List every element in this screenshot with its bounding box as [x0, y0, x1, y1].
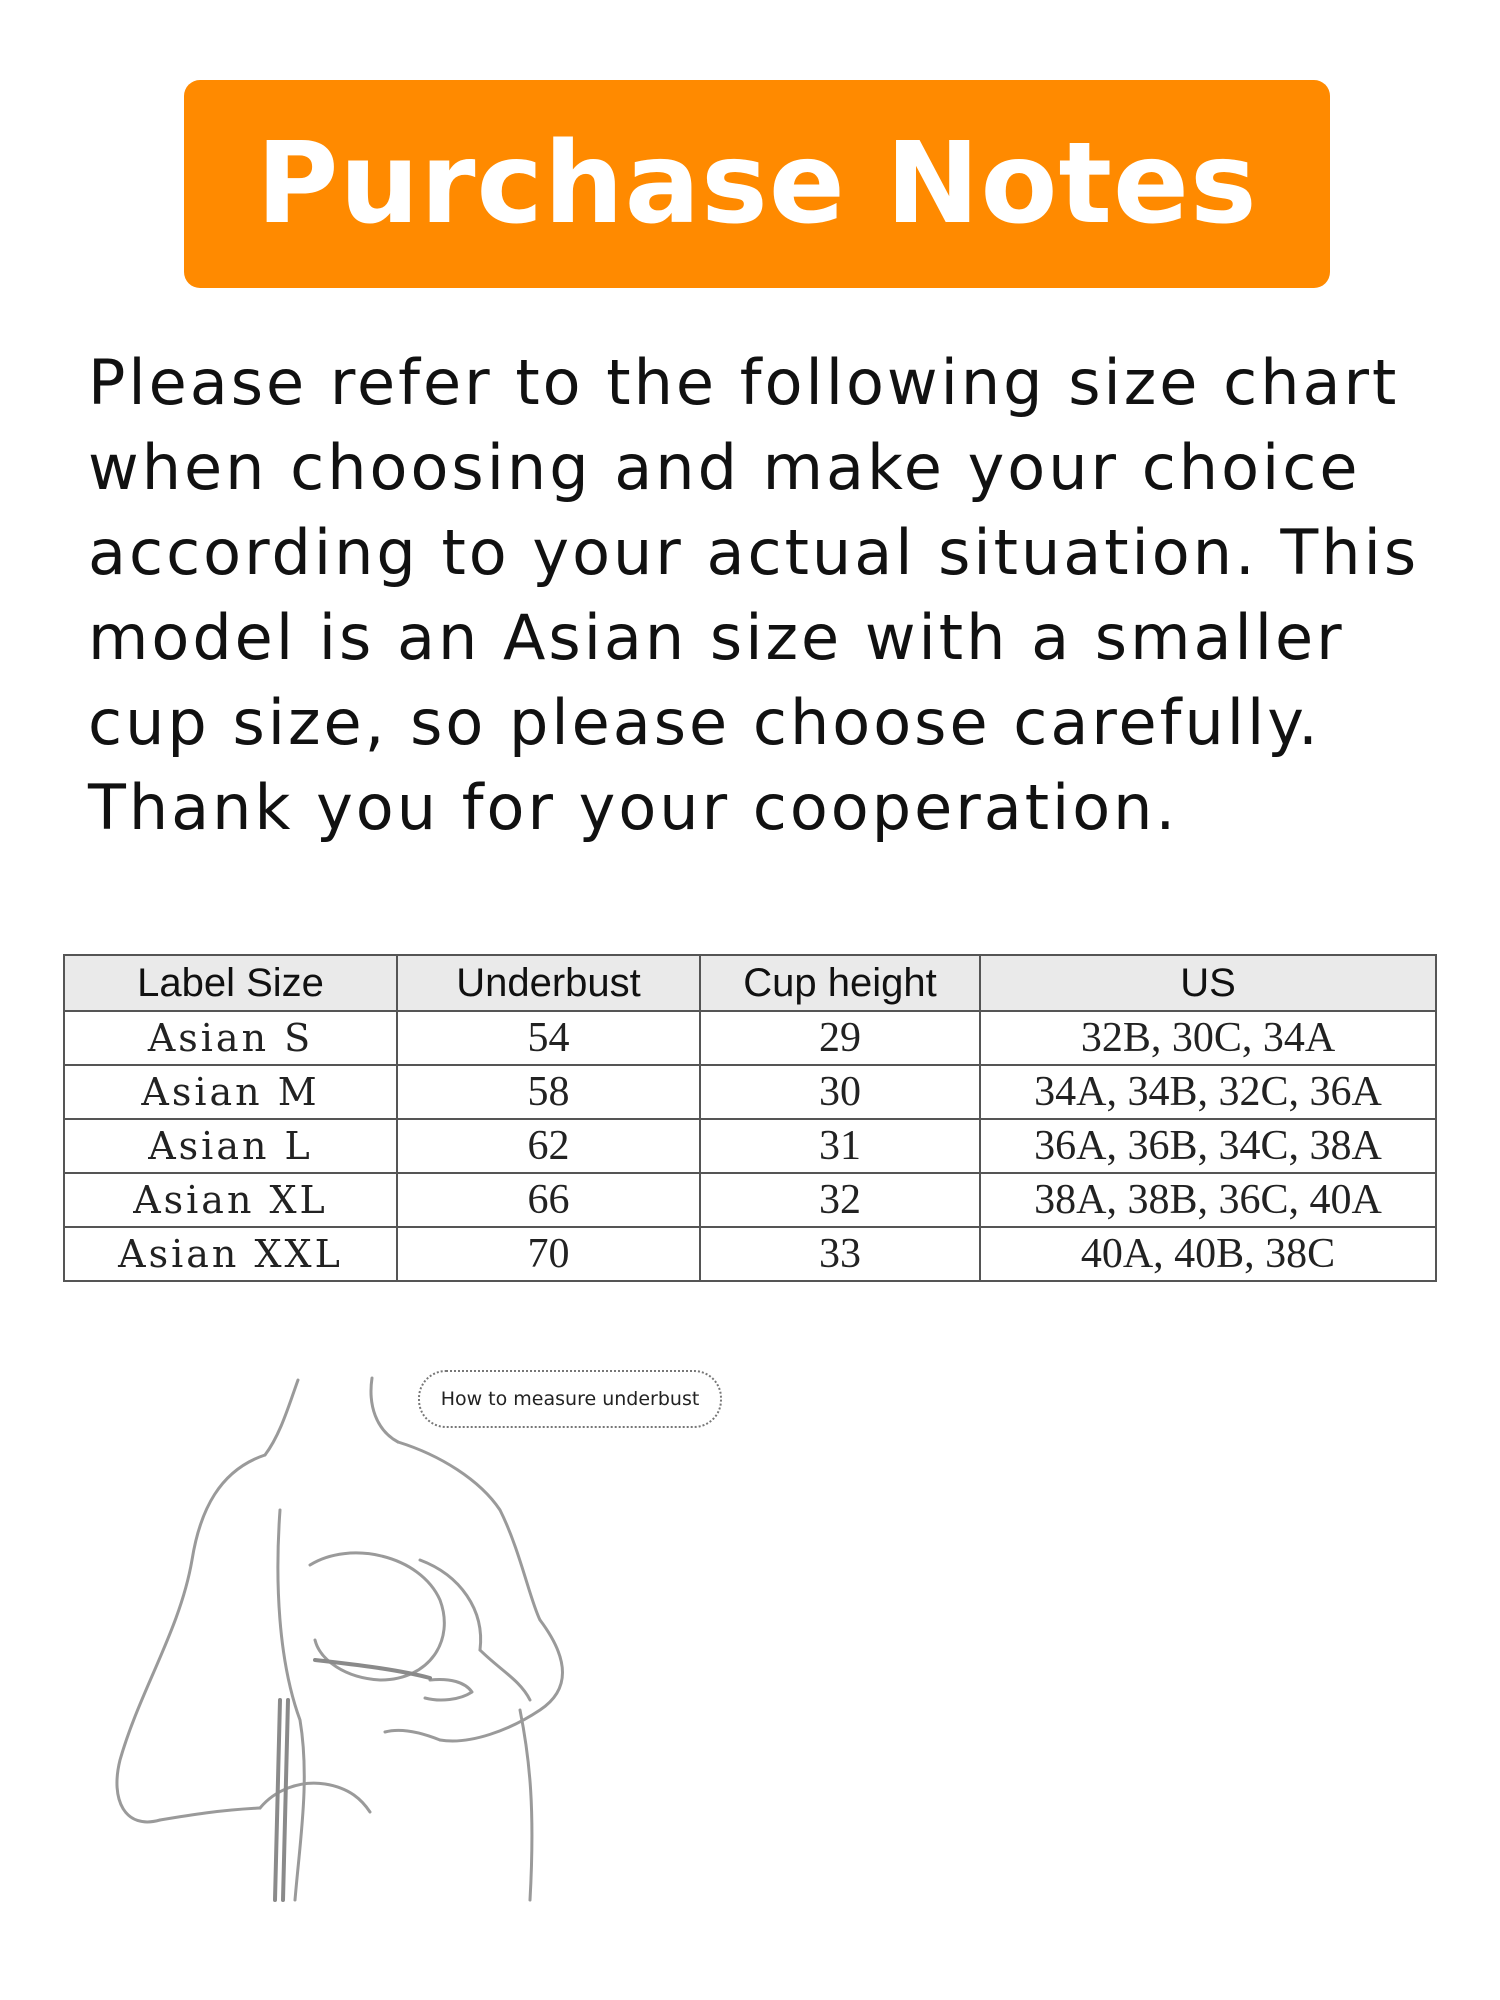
cell-us: 32B, 30C, 34A — [980, 1011, 1436, 1065]
cell-cup-height: 32 — [700, 1173, 980, 1227]
table-row — [64, 1227, 1436, 1281]
cell-us: 38A, 38B, 36C, 40A — [980, 1173, 1436, 1227]
table-header-row — [64, 955, 1436, 1011]
cell-underbust: 54 — [397, 1011, 700, 1065]
measure-caption: How to measure underbust — [440, 1388, 700, 1410]
cell-cup-height: 31 — [700, 1119, 980, 1173]
notes-line: model is an Asian size with a smaller — [88, 601, 1345, 674]
header-underbust: Underbust — [397, 955, 700, 1011]
notes-line: when choosing and make your choice — [88, 431, 1361, 504]
header-us: US — [980, 955, 1436, 1011]
cell-us: 40A, 40B, 38C — [980, 1227, 1436, 1281]
cell-label-size: Asian XL — [64, 1173, 397, 1227]
table-row — [64, 1011, 1436, 1065]
cell-underbust: 58 — [397, 1065, 700, 1119]
purchase-notes-banner — [184, 80, 1330, 288]
notes-line: cup size, so please choose carefully. — [88, 686, 1321, 759]
notes-line: according to your actual situation. This — [88, 516, 1420, 589]
table-row — [64, 1065, 1436, 1119]
table-row — [64, 1119, 1436, 1173]
notes-line: Thank you for your cooperation. — [88, 771, 1179, 844]
cell-cup-height: 33 — [700, 1227, 980, 1281]
purchase-notes-text — [88, 340, 1428, 850]
measure-caption-bubble — [418, 1370, 722, 1428]
cell-label-size: Asian XXL — [64, 1227, 397, 1281]
cell-cup-height: 29 — [700, 1011, 980, 1065]
cell-us: 34A, 34B, 32C, 36A — [980, 1065, 1436, 1119]
cell-label-size: Asian S — [64, 1011, 397, 1065]
cell-label-size: Asian M — [64, 1065, 397, 1119]
cell-underbust: 62 — [397, 1119, 700, 1173]
cell-cup-height: 30 — [700, 1065, 980, 1119]
underbust-measure-illustration — [100, 1360, 800, 1920]
cell-underbust: 66 — [397, 1173, 700, 1227]
cell-underbust: 70 — [397, 1227, 700, 1281]
banner-title: Purchase Notes — [256, 119, 1258, 249]
header-cup-height: Cup height — [700, 955, 980, 1011]
notes-line: Please refer to the following size chart — [88, 346, 1400, 419]
cell-us: 36A, 36B, 34C, 38A — [980, 1119, 1436, 1173]
header-label-size: Label Size — [64, 955, 397, 1011]
cell-label-size: Asian L — [64, 1119, 397, 1173]
table-row — [64, 1173, 1436, 1227]
size-chart-table — [63, 954, 1437, 1282]
